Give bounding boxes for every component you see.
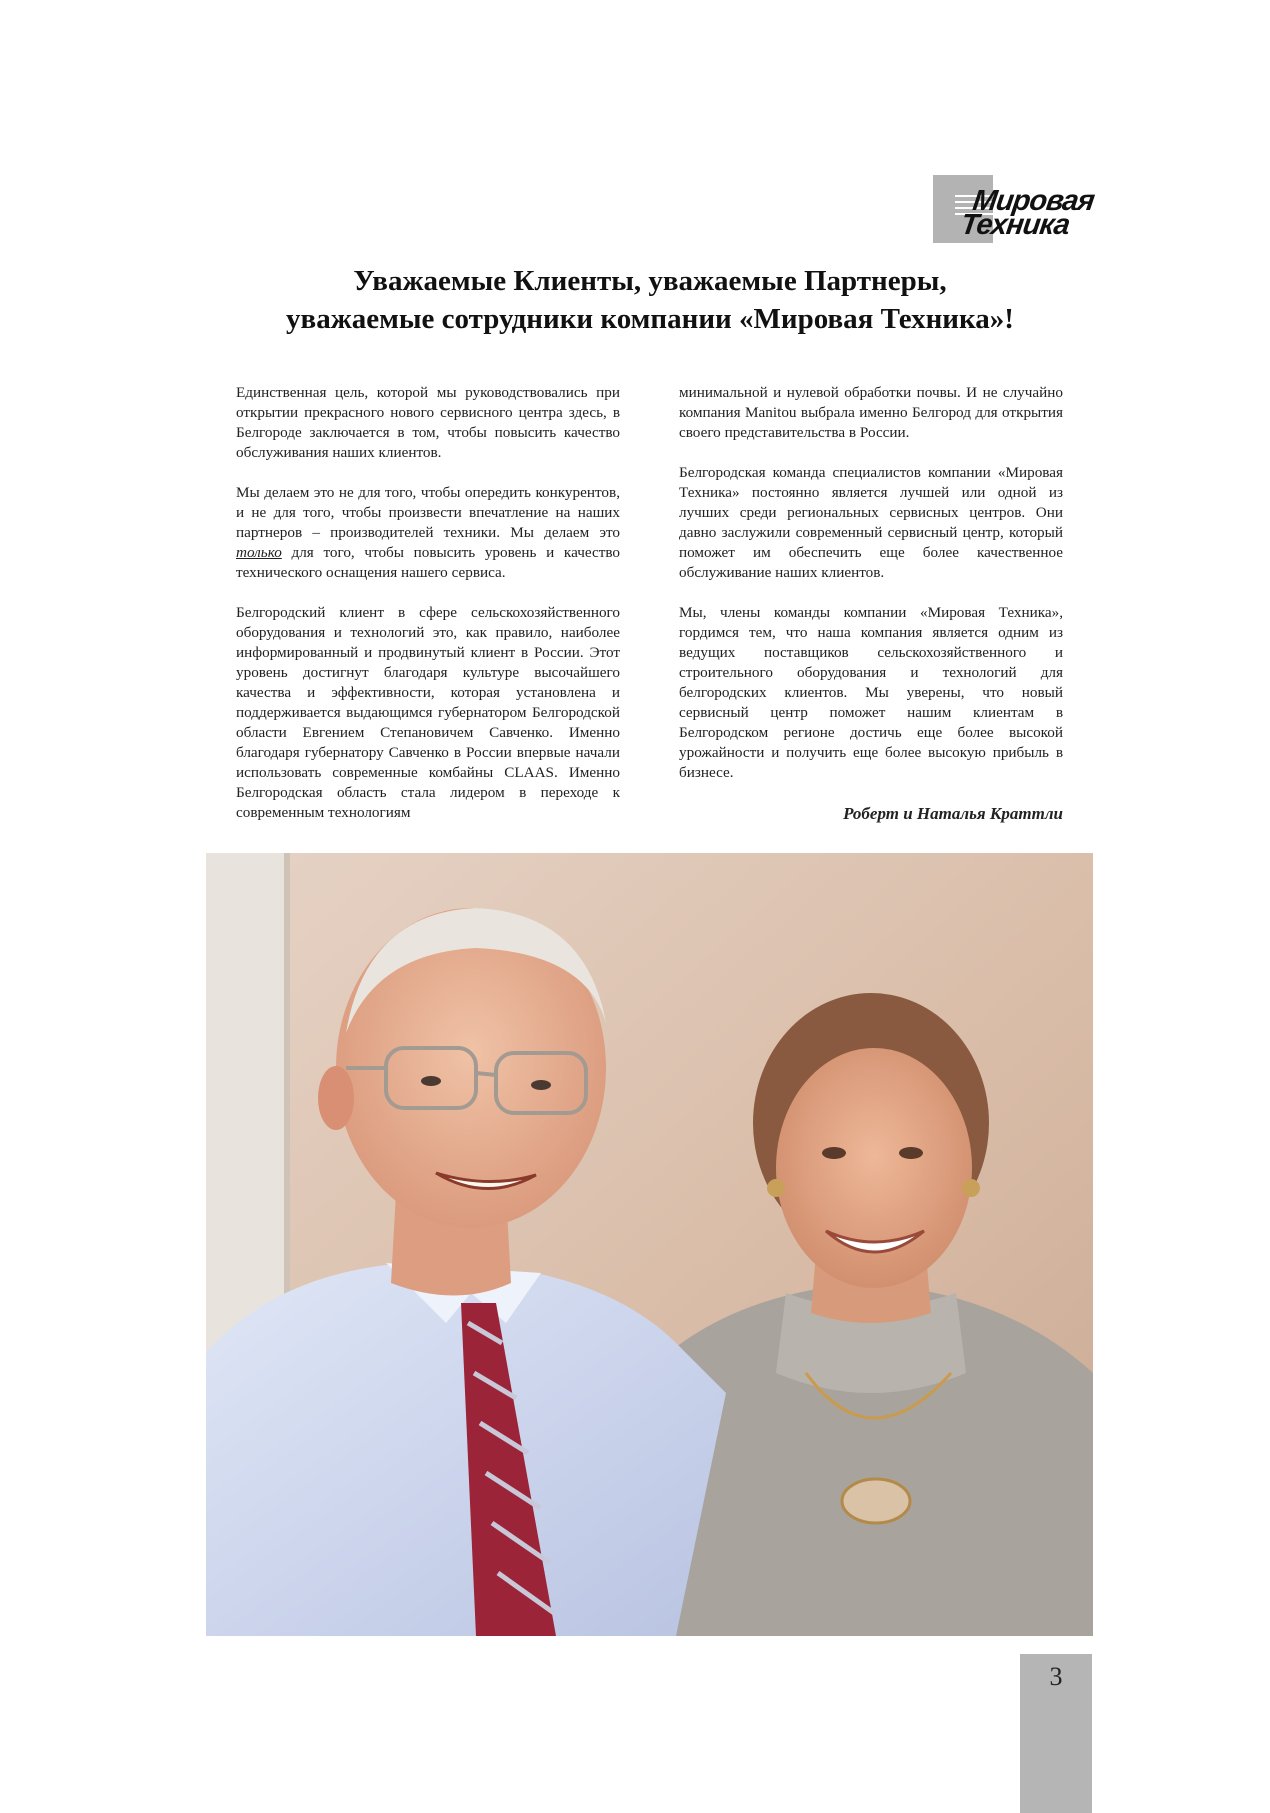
page-number: 3 — [1049, 1662, 1063, 1691]
page-title — [200, 262, 1100, 338]
left-paragraph-3: Белгородский клиент в сфере сельскохозяйственного оборудования и технологий это, как правило, наиболее информированный и продвинутый клиент в России. Этот уровень достигнут благодаря культуре высочайшего качества и эффективности, которая установлена и поддерживается выдающимся губернатором Белгородской области Евгением Степановичем Савченко. Именно благодаря губернатору Савченко в России впервые начали использовать современные комбайны CLAAS. Именно Белгородская область стала лидером в переходе к современным технологиям — [236, 604, 620, 821]
title-line-2: уважаемые сотрудники компании «Мировая Техника»! — [286, 303, 1014, 335]
company-logo — [933, 175, 1096, 243]
left-paragraph-2-start: Мы делаем это не для того, чтобы опередить конкурентов, и не для того, чтобы произвести впечатление на наших партнеров – производителей техники. Мы делаем это — [236, 484, 620, 541]
signature: Роберт и Наталья Краттли — [843, 804, 1063, 823]
logo-text-line2: Техника — [958, 209, 1072, 241]
portrait-photo — [206, 853, 1093, 1636]
right-paragraph-1: минимальной и нулевой обработки почвы. И не случайно компания Manitou выбрала именно Белгород для открытия своего представительства в России. — [679, 384, 1063, 441]
logo-text-line1: Мировая — [970, 185, 1096, 217]
left-paragraph-2-end: для того, чтобы повысить уровень и качество технического оснащения нашего сервиса. — [236, 544, 620, 581]
left-paragraph-1: Единственная цель, которой мы руководствовались при открытии прекрасного нового сервисного центра здесь, в Белгороде заключается в том, чтобы повысить качество обслуживания наших клиентов. — [236, 384, 620, 461]
title-line-1: Уважаемые Клиенты, уважаемые Партнеры, — [353, 265, 947, 297]
left-paragraph-2 — [236, 483, 620, 583]
right-paragraph-2: Белгородская команда специалистов компании «Мировая Техника» постоянно является лучшей или одной из лучших среди региональных сервисных центров. Они давно заслужили современный сервисный центр, который поможет им обеспечить еще более качественное обслуживание наших клиентов. — [679, 464, 1063, 581]
emphasized-word: только — [236, 544, 282, 561]
left-text-column — [236, 383, 620, 843]
right-paragraph-3: Мы, члены команды компании «Мировая Техника», гордимся тем, что наша компания является одним из ведущих поставщиков сельскохозяйственного и строительного оборудования и технологий для белгородских клиентов. Мы уверены, что новый сервисный центр поможет нашим клиентам в Белгородском регионе достичь еще более высокой урожайности и получить еще более высокую прибыль в бизнесе. — [679, 604, 1063, 781]
page-number-tab — [1020, 1654, 1092, 1813]
right-text-column — [679, 383, 1063, 825]
